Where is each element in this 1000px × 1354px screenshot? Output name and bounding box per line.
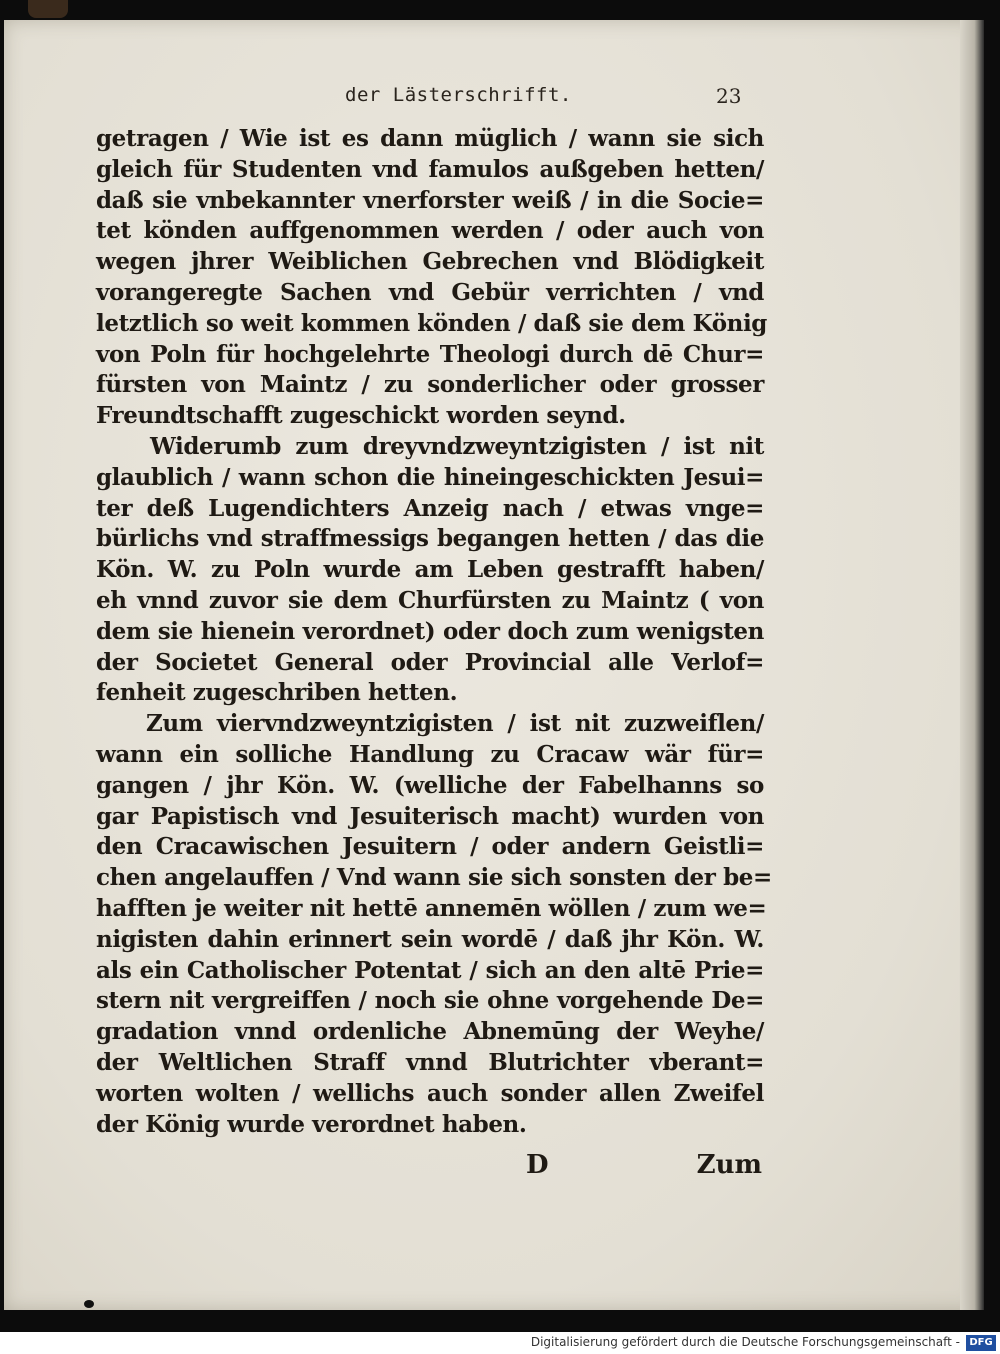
text-line: dem sie hienein verordnet) oder doch zum wenigsten — [96, 617, 764, 645]
text-line: der Societet General oder Provincial alle Verlof= — [96, 648, 764, 676]
text-line: wann ein solliche Handlung zu Cracaw wär für= — [96, 740, 764, 768]
text-line: als ein Catholischer Potentat / sich an den altē Prie= — [96, 956, 764, 984]
text-line: getragen / Wie ist es dann müglich / wann sie sich — [96, 125, 764, 152]
text-body — [96, 124, 772, 1140]
signature-mark: D — [526, 1150, 549, 1180]
page-footer — [96, 1150, 764, 1186]
paragraph-start-line: Widerumb zum dreyvndzweyntzigisten / ist nit — [150, 432, 764, 460]
text-line: daß sie vnbekannter vnerforster weiß / in die Socie= — [96, 186, 764, 214]
text-line: gangen / jhr Kön. W. (welliche der Fabelhanns so — [96, 771, 764, 799]
text-line: bürlichs vnd straffmessigs begangen hetten / das die — [96, 525, 764, 553]
text-line: tet könden auffgenommen werden / oder auch von — [96, 217, 764, 245]
credit-bar — [0, 1332, 1000, 1354]
text-line: gar Papistisch vnd Jesuiterisch macht) wurden von — [96, 802, 764, 830]
text-line: stern nit vergreiffen / noch sie ohne vorgehende De= — [96, 987, 764, 1015]
text-line: ter deß Lugendichters Anzeig nach / etwas vnge= — [96, 494, 764, 522]
catchword: Zum — [696, 1150, 762, 1180]
text-line: vorangeregte Sachen vnd Gebür verrichten / vnd — [96, 278, 764, 306]
credit-text: Digitalisierung gefördert durch die Deutsche Forschungsgemeinschaft - — [530, 1335, 960, 1349]
text-line: nigisten dahin erinnert sein wordē / daß jhr Kön. W. — [96, 925, 764, 953]
text-line: gradation vnnd ordenliche Abnemūng der Weyhe/ — [96, 1018, 764, 1046]
running-head: der Lästerschrifft. — [345, 84, 572, 106]
text-line: gleich für Studenten vnd famulos außgeben hetten/ — [96, 155, 764, 183]
text-line: den Cracawischen Jesuitern / oder andern Geistli= — [96, 833, 764, 861]
text-line: Kön. W. zu Poln wurde am Leben gestrafft haben/ — [96, 556, 764, 584]
text-line: wegen jhrer Weiblichen Gebrechen vnd Blödigkeit — [96, 248, 764, 276]
dfg-logo-icon: DFG — [966, 1335, 996, 1351]
text-line: worten wolten / wellichs auch sonder allen Zweifel — [96, 1079, 764, 1107]
text-line: der König wurde verordnet haben. — [96, 1110, 527, 1138]
text-line: eh vnnd zuvor sie dem Churfürsten zu Maintz ( von — [96, 586, 764, 614]
book-clasp-tab — [28, 0, 68, 18]
text-line: fenheit zugeschriben hetten. — [96, 679, 458, 707]
text-line: der Weltlichen Straff vnnd Blutrichter vberant= — [96, 1048, 764, 1076]
text-line: von Poln für hochgelehrte Theologi durch dē Chur= — [96, 340, 764, 368]
text-line: fürsten von Maintz / zu sonderlicher oder grosser — [96, 371, 764, 399]
text-line: hafften je weiter nit hettē annemēn wöllen / zum we= — [96, 894, 767, 922]
paragraph-start-line: Zum viervndzweyntzigisten / ist nit zuzweiflen/ — [146, 710, 764, 738]
text-line: letztlich so weit kommen könden / daß sie dem König — [96, 309, 767, 337]
text-line: glaublich / wann schon die hineingeschickten Jesui= — [96, 463, 764, 491]
page-number: 23 — [716, 84, 742, 108]
text-line: Freundtschafft zugeschickt worden seynd. — [96, 402, 626, 430]
text-line: chen angelauffen / Vnd wann sie sich sonsten der be= — [96, 864, 772, 892]
page-edge — [960, 20, 984, 1310]
ink-speck — [84, 1300, 94, 1308]
